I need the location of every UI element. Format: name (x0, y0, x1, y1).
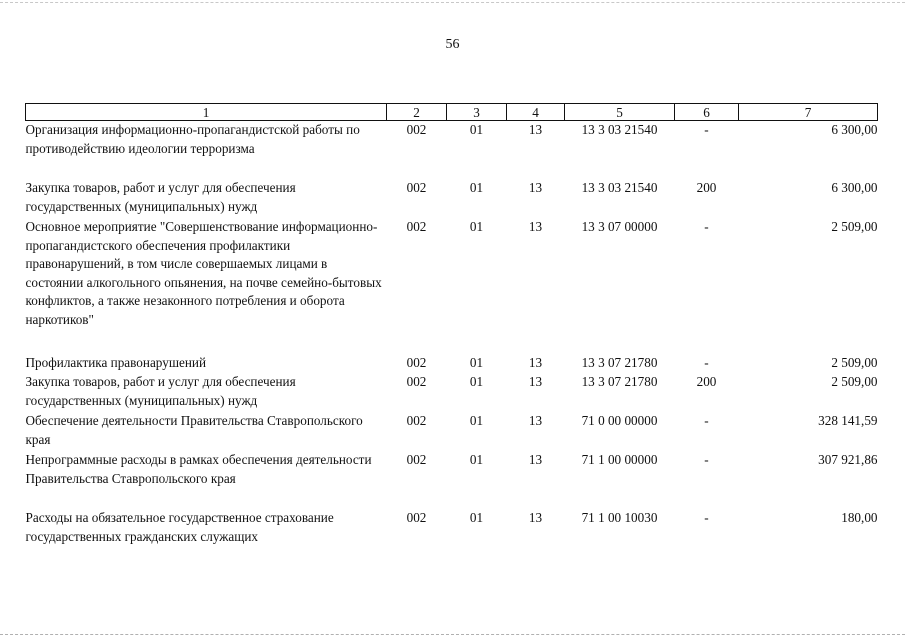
column-header: 2 (387, 104, 447, 121)
table-row (26, 179, 878, 218)
row-expense-type: - (704, 355, 709, 370)
table-row (26, 354, 878, 373)
row-ministry-code: 002 (406, 355, 427, 370)
table-row (26, 373, 878, 412)
row-subsection-code: 13 (528, 510, 543, 525)
row-ministry-code: 002 (406, 510, 427, 525)
row-amount: 2 509,00 (831, 219, 878, 234)
column-header: 7 (739, 104, 878, 121)
row-subsection-code: 13 (528, 374, 543, 389)
row-name: Закупка товаров, работ и услуг для обеспечения государственных (муниципальных) нужд (25, 374, 296, 408)
row-ministry-code: 002 (406, 374, 427, 389)
row-section-code: 01 (469, 219, 484, 234)
table-header-row (26, 104, 878, 121)
row-expense-type: - (704, 413, 709, 428)
row-section-code: 01 (469, 355, 484, 370)
table-row (26, 121, 878, 180)
column-header: 5 (565, 104, 675, 121)
row-name: Организация информационно-пропагандистской работы по противодействию идеологии терроризма (25, 122, 360, 156)
row-expense-type: - (704, 452, 709, 467)
row-subsection-code: 13 (528, 452, 543, 467)
row-name: Основное мероприятие "Совершенствование информационно-пропагандистского обеспечения профилактики правонарушений, в том числе совершаемых лицами в состоянии алкогольного опьянения, на почве семейно-бытовых конфликтов, а также незаконного потребления и оборота наркотиков" (25, 219, 382, 327)
row-amount: 180,00 (841, 510, 878, 525)
row-section-code: 01 (469, 413, 484, 428)
row-subsection-code: 13 (528, 413, 543, 428)
column-header: 4 (507, 104, 565, 121)
table-row (26, 412, 878, 451)
row-expense-type: - (704, 510, 709, 525)
row-name: Непрограммные расходы в рамках обеспечения деятельности Правительства Ставропольского края (25, 452, 372, 486)
row-section-code: 01 (469, 452, 484, 467)
row-subsection-code: 13 (528, 180, 543, 195)
row-name: Закупка товаров, работ и услуг для обеспечения государственных (муниципальных) нужд (25, 180, 296, 214)
row-amount: 2 509,00 (831, 355, 878, 370)
row-ministry-code: 002 (406, 413, 427, 428)
row-section-code: 01 (469, 374, 484, 389)
row-name: Профилактика правонарушений (25, 355, 206, 370)
row-target-article: 13 3 07 00000 (581, 219, 658, 234)
row-section-code: 01 (469, 122, 484, 137)
row-amount: 307 921,86 (818, 452, 878, 467)
row-section-code: 01 (469, 180, 484, 195)
row-target-article: 13 3 07 21780 (581, 374, 658, 389)
scan-edge-top (0, 2, 905, 3)
row-expense-type: - (704, 122, 709, 137)
table-row (26, 218, 878, 354)
row-name: Расходы на обязательное государственное страхование государственных гражданских служащих (25, 510, 334, 544)
row-amount: 2 509,00 (831, 374, 878, 389)
row-subsection-code: 13 (528, 122, 543, 137)
row-target-article: 13 3 03 21540 (581, 180, 658, 195)
row-amount: 6 300,00 (831, 180, 878, 195)
row-target-article: 13 3 03 21540 (581, 122, 658, 137)
row-subsection-code: 13 (528, 219, 543, 234)
row-target-article: 71 1 00 10030 (581, 510, 658, 525)
budget-table (25, 103, 878, 548)
row-amount: 6 300,00 (831, 122, 878, 137)
column-header: 6 (675, 104, 739, 121)
table-row (26, 451, 878, 509)
row-ministry-code: 002 (406, 122, 427, 137)
scan-edge-bottom (0, 634, 905, 635)
row-ministry-code: 002 (406, 180, 427, 195)
row-expense-type: - (704, 219, 709, 234)
row-section-code: 01 (469, 510, 484, 525)
row-target-article: 13 3 07 21780 (581, 355, 658, 370)
row-name: Обеспечение деятельности Правительства Ставропольского края (25, 413, 363, 447)
row-ministry-code: 002 (406, 219, 427, 234)
column-header: 1 (26, 104, 387, 121)
row-amount: 328 141,59 (818, 413, 878, 428)
row-target-article: 71 0 00 00000 (581, 413, 658, 428)
row-subsection-code: 13 (528, 355, 543, 370)
page-number: 56 (445, 37, 460, 52)
column-header: 3 (447, 104, 507, 121)
row-expense-type: 200 (696, 374, 717, 389)
row-target-article: 71 1 00 00000 (581, 452, 658, 467)
row-expense-type: 200 (696, 180, 717, 195)
table-row (26, 509, 878, 548)
row-ministry-code: 002 (406, 452, 427, 467)
